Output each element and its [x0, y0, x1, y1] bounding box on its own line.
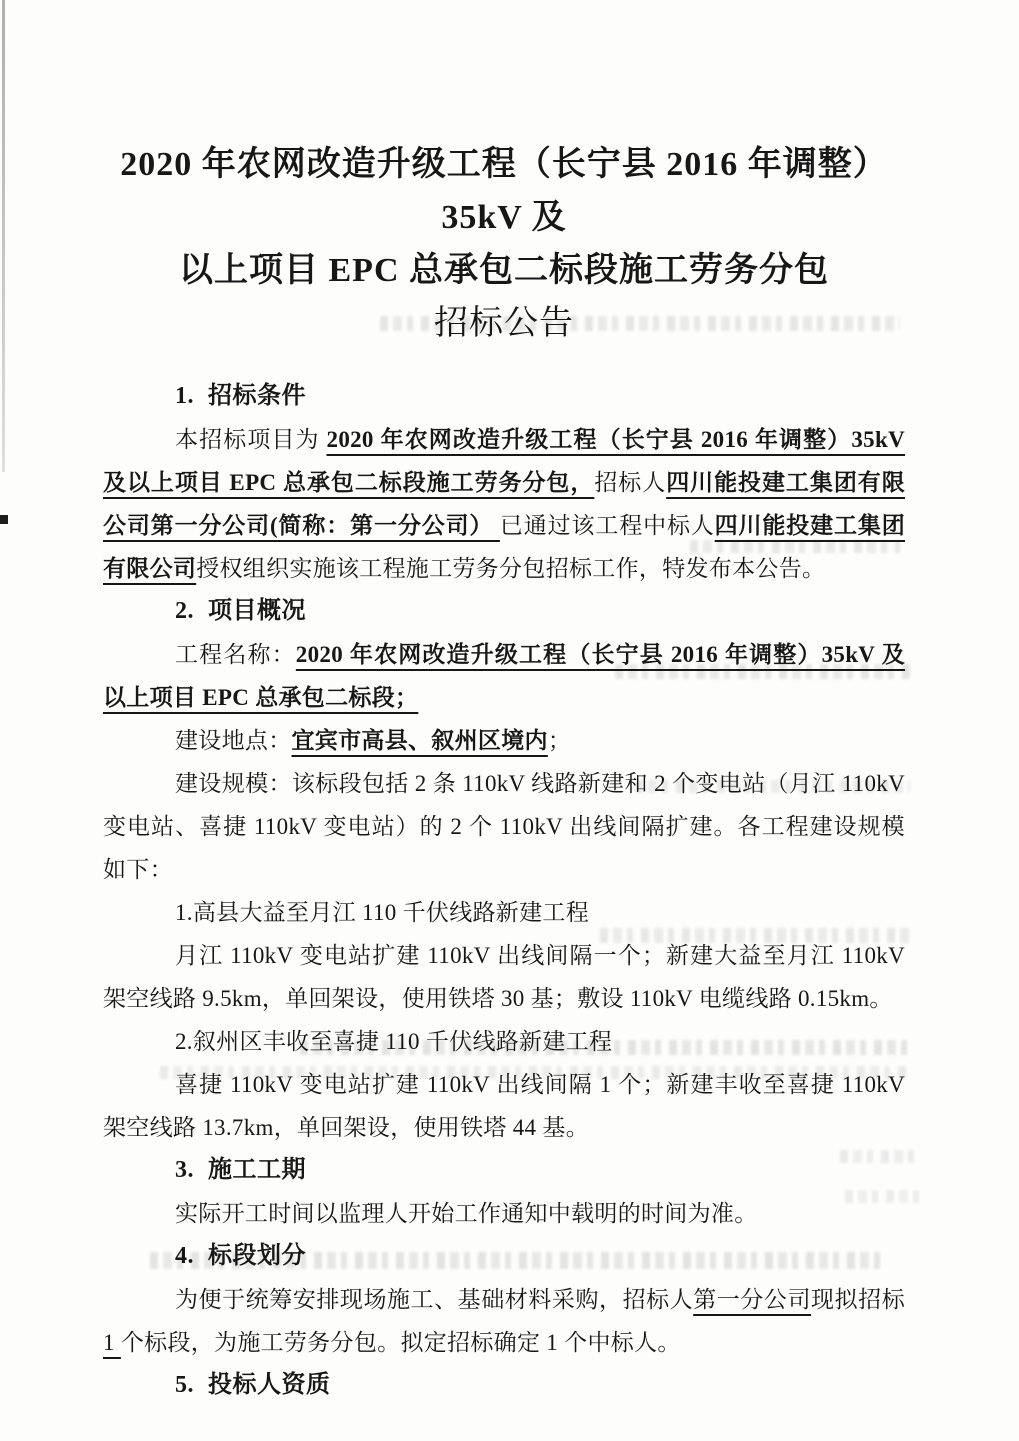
text-run: 建设规模：该标段包括 2 条 110kV 线路新建和 2 个变电站（月江 110kV 变电站、喜捷 110kV 变电站）的 2 个 110kV 出线间隔扩建。各工程建设规模如下： [103, 771, 905, 882]
paragraph-subproject-1-detail [103, 934, 905, 1020]
text-run: 授权组织实施该工程施工劳务分包招标工作，特发布本公告。 [196, 556, 826, 581]
paragraph-lot-division [103, 1278, 905, 1364]
underlined-location: 宜宾市高县、叙州区境内 [291, 728, 548, 753]
text-run: 为便于统筹安排现场施工、基础材料采购，招标人 [175, 1287, 694, 1312]
section-title: 项目概况 [208, 598, 306, 624]
document-title [103, 138, 905, 350]
text-run: 月江 110kV 变电站扩建 110kV 出线间隔一个；新建大益至月江 110kV 架空线路 9.5km，单回架设，使用铁塔 30 基；敷设 110kV 电缆线路 0.15km。 [103, 943, 905, 1011]
paragraph-subproject-2-detail [103, 1063, 905, 1149]
text-run: 建设地点： [175, 728, 292, 753]
text-run: 个标段，为施工劳务分包。拟定招标确定 1 个中标人。 [120, 1330, 681, 1355]
paragraph-subproject-1-title [103, 891, 905, 934]
underlined-lot-count: 1 [103, 1330, 121, 1355]
section-title: 施工工期 [208, 1157, 306, 1183]
text-run: 喜捷 110kV 变电站扩建 110kV 出线间隔 1 个；新建丰收至喜捷 110kV 架空线路 13.7km，单回架设，使用铁塔 44 基。 [103, 1072, 905, 1140]
paragraph-subproject-2-title [103, 1020, 905, 1063]
section-number: 4. [175, 1243, 194, 1269]
paragraph-construction-period [103, 1192, 905, 1235]
paragraph-construction-site [103, 719, 905, 762]
scan-edge-artifact [2, 0, 5, 472]
section-heading-project-overview [103, 590, 905, 633]
underlined-project-name: 2020 年农网改造升级工程（长宁县 2016 年调整）35kV 及以上项目 EPC 总承包二标段施工劳务分包， [103, 427, 905, 495]
text-run: ； [547, 728, 572, 753]
paragraph-construction-scale [103, 762, 905, 891]
title-line-3: 招标公告 [434, 305, 574, 342]
text-run: 招标人 [594, 470, 667, 495]
text-run: 本招标项目为 [175, 427, 327, 452]
section-number: 5. [175, 1372, 194, 1398]
scan-edge-mark [0, 515, 8, 524]
underlined-branch-name: 第一分公司 [693, 1287, 812, 1312]
section-number: 2. [175, 598, 194, 624]
section-number: 3. [175, 1157, 194, 1183]
section-number: 1. [175, 383, 194, 409]
section-heading-bidder-qualification [103, 1364, 905, 1407]
text-run: 2.叙州区丰收至喜捷 110 千伏线路新建工程 [175, 1029, 613, 1054]
underlined-project-name: 2020 年农网改造升级工程（长宁县 2016 年调整）35kV 及以上项目 EPC 总承包二标段； [103, 642, 906, 710]
text-run: 工程名称： [175, 642, 296, 667]
paragraph-bidding-conditions [103, 418, 905, 590]
underlined-winner-name: 四川能投建工集团有限公司 [103, 513, 905, 581]
section-title: 标段划分 [208, 1243, 306, 1269]
text-run: 现拟招标 [811, 1287, 906, 1312]
paragraph-project-name [103, 633, 905, 719]
section-heading-bidding-conditions [103, 375, 905, 418]
document-body [103, 375, 905, 1407]
section-heading-construction-period [103, 1149, 905, 1192]
section-heading-lot-division [103, 1235, 905, 1278]
title-line-2: 以上项目 EPC 总承包二标段施工劳务分包 [179, 252, 829, 289]
document-content [103, 138, 905, 1407]
underlined-tenderer-name: 四川能投建工集团有限公司第一分公司(简称：第一分公司） [103, 470, 906, 538]
text-run: 实际开工时间以监理人开始工作通知中载明的时间为准。 [175, 1201, 758, 1226]
text-run: 1.高县大益至月江 110 千伏线路新建工程 [175, 900, 589, 925]
text-run: 已通过该工程中标人 [499, 513, 715, 538]
section-title: 投标人资质 [208, 1372, 331, 1398]
title-line-1: 2020 年农网改造升级工程（长宁县 2016 年调整）35kV 及 [120, 146, 888, 236]
section-title: 招标条件 [208, 383, 306, 409]
